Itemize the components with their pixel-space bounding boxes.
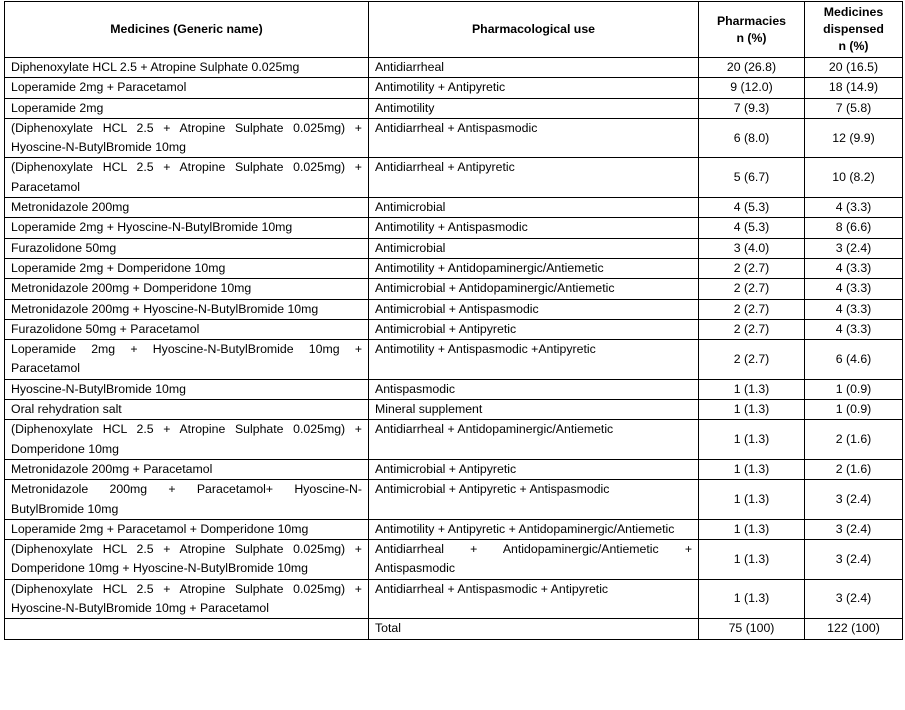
dispensed-cell: 4 (3.3) xyxy=(805,279,903,299)
header-dispensed-line1: Medicines xyxy=(823,5,884,19)
use-cell: Antimicrobial + Antipyretic xyxy=(369,459,699,479)
header-pharmacies-line2: n (%) xyxy=(736,30,767,45)
table-row xyxy=(5,198,903,218)
pharmacies-cell: 1 (1.3) xyxy=(699,379,805,399)
pharmacies-cell: 1 (1.3) xyxy=(699,420,805,460)
use-cell: Antimicrobial xyxy=(369,198,699,218)
total-row xyxy=(5,619,903,639)
pharmacies-cell: 1 (1.3) xyxy=(699,459,805,479)
dispensed-cell: 7 (5.8) xyxy=(805,98,903,118)
header-row xyxy=(5,2,903,58)
use-cell: Antimicrobial + Antispasmodic xyxy=(369,299,699,319)
table-row xyxy=(5,218,903,238)
table-row xyxy=(5,279,903,299)
table-row xyxy=(5,400,903,420)
use-cell: Antimicrobial xyxy=(369,238,699,258)
use-cell: Antimicrobial + Antipyretic xyxy=(369,319,699,339)
total-label: Total xyxy=(369,619,699,639)
use-cell: Antimotility + Antispasmodic +Antipyretic xyxy=(369,340,699,380)
medicine-cell: Loperamide 2mg + Paracetamol + Domperidone 10mg xyxy=(5,519,369,539)
table-row xyxy=(5,299,903,319)
table-row xyxy=(5,480,903,520)
use-cell: Antidiarrheal + Antispasmodic + Antipyretic xyxy=(369,579,699,619)
dispensed-cell: 1 (0.9) xyxy=(805,400,903,420)
pharmacies-cell: 6 (8.0) xyxy=(699,118,805,158)
dispensed-cell: 3 (2.4) xyxy=(805,579,903,619)
use-cell: Antimotility xyxy=(369,98,699,118)
table-row xyxy=(5,519,903,539)
header-medicine: Medicines (Generic name) xyxy=(5,2,369,58)
medicine-cell: Metronidazole 200mg xyxy=(5,198,369,218)
total-pharmacies: 75 (100) xyxy=(699,619,805,639)
use-cell: Antimotility + Antipyretic + Antidopaminergic/Antiemetic xyxy=(369,519,699,539)
use-cell: Antispasmodic xyxy=(369,379,699,399)
table-row xyxy=(5,420,903,460)
table-row xyxy=(5,540,903,580)
use-cell: Antidiarrheal xyxy=(369,58,699,78)
pharmacies-cell: 1 (1.3) xyxy=(699,400,805,420)
medicine-cell: Diphenoxylate HCL 2.5 + Atropine Sulphate 0.025mg xyxy=(5,58,369,78)
header-dispensed-line2: dispensed xyxy=(823,22,884,36)
medicine-cell: (Diphenoxylate HCL 2.5 + Atropine Sulphate 0.025mg) + Hyoscine-N-ButylBromide 10mg + Paracetamol xyxy=(5,579,369,619)
dispensed-cell: 4 (3.3) xyxy=(805,299,903,319)
medicine-cell: Hyoscine-N-ButylBromide 10mg xyxy=(5,379,369,399)
dispensed-cell: 8 (6.6) xyxy=(805,218,903,238)
medicine-cell: Loperamide 2mg + Domperidone 10mg xyxy=(5,258,369,278)
pharmacies-cell: 2 (2.7) xyxy=(699,340,805,380)
pharmacies-cell: 1 (1.3) xyxy=(699,519,805,539)
pharmacies-cell: 1 (1.3) xyxy=(699,540,805,580)
header-use: Pharmacological use xyxy=(369,2,699,58)
medicine-cell: Metronidazole 200mg + Paracetamol+ Hyoscine-N-ButylBromide 10mg xyxy=(5,480,369,520)
table-row xyxy=(5,78,903,98)
use-cell: Antimicrobial + Antidopaminergic/Antiemetic xyxy=(369,279,699,299)
header-pharmacies xyxy=(699,2,805,58)
dispensed-cell: 6 (4.6) xyxy=(805,340,903,380)
header-pharmacies-line1: Pharmacies xyxy=(716,13,787,28)
dispensed-cell: 20 (16.5) xyxy=(805,58,903,78)
dispensed-cell: 18 (14.9) xyxy=(805,78,903,98)
medicine-cell: Loperamide 2mg + Hyoscine-N-ButylBromide 10mg xyxy=(5,218,369,238)
header-dispensed-line3: n (%) xyxy=(838,39,869,53)
dispensed-cell: 4 (3.3) xyxy=(805,258,903,278)
pharmacies-cell: 5 (6.7) xyxy=(699,158,805,198)
table-row xyxy=(5,258,903,278)
pharmacies-cell: 1 (1.3) xyxy=(699,579,805,619)
use-cell: Mineral supplement xyxy=(369,400,699,420)
table-row xyxy=(5,340,903,380)
medicine-cell: Loperamide 2mg + Hyoscine-N-ButylBromide 10mg + Paracetamol xyxy=(5,340,369,380)
table-row xyxy=(5,319,903,339)
table-row xyxy=(5,459,903,479)
table-row xyxy=(5,58,903,78)
pharmacies-cell: 4 (5.3) xyxy=(699,218,805,238)
table-body xyxy=(5,58,903,640)
medicine-cell: Loperamide 2mg + Paracetamol xyxy=(5,78,369,98)
dispensed-cell: 3 (2.4) xyxy=(805,480,903,520)
use-cell: Antimotility + Antispasmodic xyxy=(369,218,699,238)
table-row xyxy=(5,579,903,619)
medicine-cell: Metronidazole 200mg + Hyoscine-N-ButylBromide 10mg xyxy=(5,299,369,319)
use-cell: Antidiarrheal + Antipyretic xyxy=(369,158,699,198)
medicine-cell: Oral rehydration salt xyxy=(5,400,369,420)
use-cell: Antidiarrheal + Antidopaminergic/Antiemetic + Antispasmodic xyxy=(369,540,699,580)
medicine-cell: Metronidazole 200mg + Paracetamol xyxy=(5,459,369,479)
table-row xyxy=(5,98,903,118)
pharmacies-cell: 1 (1.3) xyxy=(699,480,805,520)
header-dispensed xyxy=(805,2,903,58)
table-row xyxy=(5,118,903,158)
table-row xyxy=(5,379,903,399)
pharmacies-cell: 2 (2.7) xyxy=(699,279,805,299)
dispensed-cell: 3 (2.4) xyxy=(805,540,903,580)
pharmacies-cell: 7 (9.3) xyxy=(699,98,805,118)
medicine-cell: Furazolidone 50mg xyxy=(5,238,369,258)
dispensed-cell: 2 (1.6) xyxy=(805,420,903,460)
pharmacies-cell: 3 (4.0) xyxy=(699,238,805,258)
use-cell: Antimotility + Antidopaminergic/Antiemetic xyxy=(369,258,699,278)
use-cell: Antimotility + Antipyretic xyxy=(369,78,699,98)
pharmacies-cell: 2 (2.7) xyxy=(699,299,805,319)
medicine-cell: Furazolidone 50mg + Paracetamol xyxy=(5,319,369,339)
use-cell: Antimicrobial + Antipyretic + Antispasmodic xyxy=(369,480,699,520)
medicine-cell: (Diphenoxylate HCL 2.5 + Atropine Sulphate 0.025mg) + Hyoscine-N-ButylBromide 10mg xyxy=(5,118,369,158)
pharmacies-cell: 4 (5.3) xyxy=(699,198,805,218)
dispensed-cell: 12 (9.9) xyxy=(805,118,903,158)
dispensed-cell: 3 (2.4) xyxy=(805,238,903,258)
table-row xyxy=(5,158,903,198)
dispensed-cell: 1 (0.9) xyxy=(805,379,903,399)
medicine-cell: (Diphenoxylate HCL 2.5 + Atropine Sulphate 0.025mg) + Paracetamol xyxy=(5,158,369,198)
pharmacies-cell: 2 (2.7) xyxy=(699,258,805,278)
medicine-cell: (Diphenoxylate HCL 2.5 + Atropine Sulphate 0.025mg) + Domperidone 10mg xyxy=(5,420,369,460)
medicine-cell: Metronidazole 200mg + Domperidone 10mg xyxy=(5,279,369,299)
dispensed-cell: 3 (2.4) xyxy=(805,519,903,539)
pharmacies-cell: 2 (2.7) xyxy=(699,319,805,339)
use-cell: Antidiarrheal + Antispasmodic xyxy=(369,118,699,158)
medicine-cell: Loperamide 2mg xyxy=(5,98,369,118)
use-cell: Antidiarrheal + Antidopaminergic/Antiemetic xyxy=(369,420,699,460)
dispensed-cell: 2 (1.6) xyxy=(805,459,903,479)
medicine-cell: (Diphenoxylate HCL 2.5 + Atropine Sulphate 0.025mg) + Domperidone 10mg + Hyoscine-N-ButylBromide 10mg xyxy=(5,540,369,580)
total-dispensed: 122 (100) xyxy=(805,619,903,639)
total-blank-cell xyxy=(5,619,369,639)
table-row xyxy=(5,238,903,258)
dispensed-cell: 4 (3.3) xyxy=(805,198,903,218)
dispensed-cell: 10 (8.2) xyxy=(805,158,903,198)
dispensed-cell: 4 (3.3) xyxy=(805,319,903,339)
pharmacies-cell: 9 (12.0) xyxy=(699,78,805,98)
medicines-table xyxy=(4,1,903,640)
pharmacies-cell: 20 (26.8) xyxy=(699,58,805,78)
